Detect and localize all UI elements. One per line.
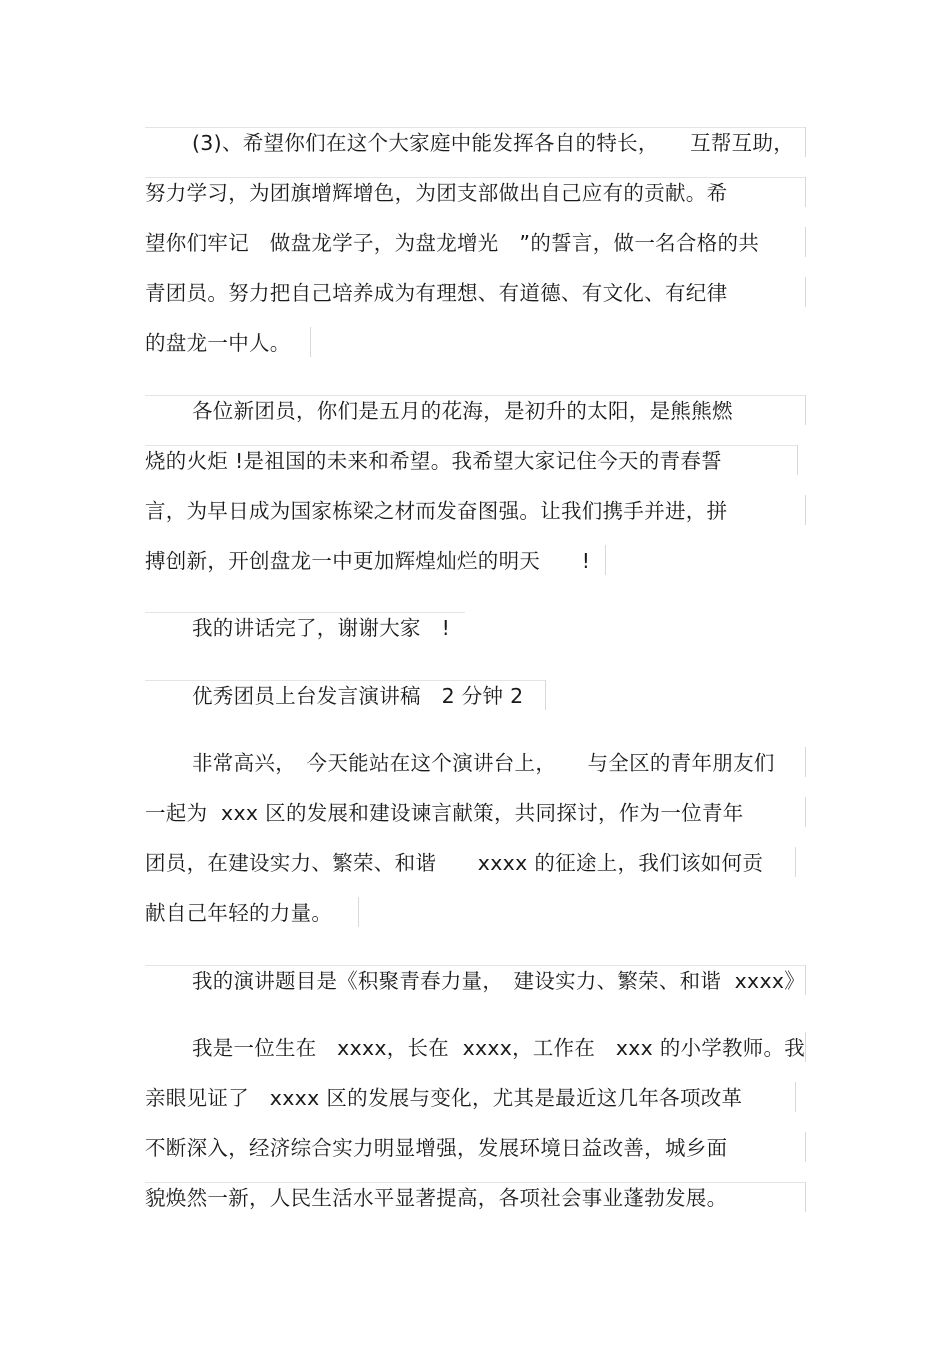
row-frame: [545, 680, 546, 710]
text-line: 献自己年轻的力量。: [145, 901, 333, 925]
row-frame: [805, 747, 806, 777]
row-frame: [805, 395, 806, 425]
text-line: 我是一位生在 xxxx，长在 xxxx，工作在 xxx 的小学教师。我: [192, 1036, 806, 1060]
text-line: 非常高兴， 今天能站在这个演讲台上， 与全区的青年朋友们: [192, 751, 775, 775]
row-frame: [797, 445, 798, 475]
text-line: (3)、希望你们在这个大家庭中能发挥各自的特长， 互帮互助，: [192, 131, 795, 155]
row-frame: [805, 227, 806, 257]
text-line: 不断深入，经济综合实力明显增强，发展环境日益改善，城乡面: [145, 1136, 728, 1160]
text-line: 我的演讲题目是《积聚青春力量， 建设实力、繁荣、和谐 xxxx》: [192, 969, 805, 993]
section-heading: 优秀团员上台发言演讲稿 2 分钟 2: [192, 684, 524, 708]
row-frame: [805, 277, 806, 307]
text-line: 一起为 xxx 区的发展和建设谏言献策，共同探讨，作为一位青年: [145, 801, 744, 825]
row-frame: [805, 495, 806, 525]
row-frame: [795, 1082, 796, 1112]
text-line: 努力学习，为团旗增辉增色，为团支部做出自己应有的贡献。希: [145, 181, 728, 205]
text-line: 烧的火炬 !是祖国的未来和希望。我希望大家记住今天的青春誓: [145, 449, 722, 473]
text-line: 团员，在建设实力、繁荣、和谐 xxxx 的征途上，我们该如何贡: [145, 851, 764, 875]
row-frame: [605, 545, 606, 575]
text-line: 各位新团员，你们是五月的花海，是初升的太阳，是熊熊燃: [192, 399, 733, 423]
text-line: 我的讲话完了，谢谢大家 !: [192, 616, 451, 640]
text-line: 亲眼见证了 xxxx 区的发展与变化，尤其是最近这几年各项改革: [145, 1086, 743, 1110]
text-line: 貌焕然一新，人民生活水平显著提高，各项社会事业蓬勃发展。: [145, 1186, 728, 1210]
row-frame: [358, 897, 359, 927]
row-frame: [795, 847, 796, 877]
row-frame: [310, 327, 311, 357]
row-frame: [805, 797, 806, 827]
text-line: 的盘龙一中人。: [145, 331, 291, 355]
row-frame: [805, 127, 806, 157]
text-line: 搏创新，开创盘龙一中更加辉煌灿烂的明天 !: [145, 549, 591, 573]
text-line: 青团员。努力把自己培养成为有理想、有道德、有文化、有纪律: [145, 281, 728, 305]
row-frame: [805, 177, 806, 207]
row-frame: [805, 1132, 806, 1162]
text-line: 言，为早日成为国家栋梁之材而发奋图强。让我们携手并进，拼: [145, 499, 728, 523]
row-frame: [805, 1182, 806, 1212]
text-line: 望你们牢记 做盘龙学子，为盘龙增光 ”的誓言，做一名合格的共: [145, 231, 760, 255]
